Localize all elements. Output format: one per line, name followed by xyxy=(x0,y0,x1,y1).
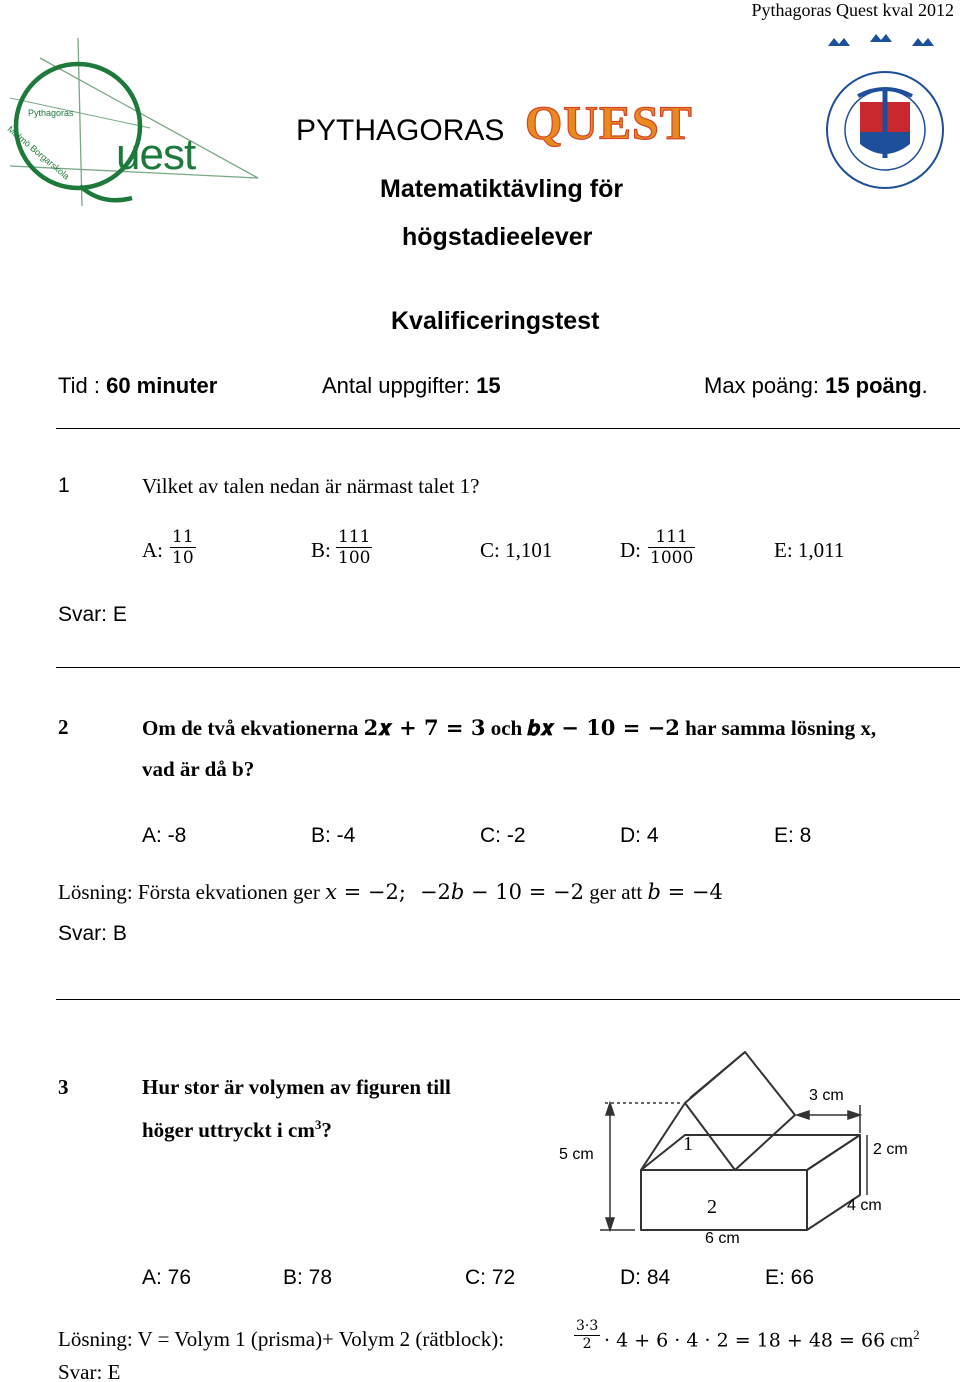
test-title: Kvalificeringstest xyxy=(391,307,600,335)
q2-text-part2: och xyxy=(485,716,528,740)
q3-option-e: E: 66 xyxy=(765,1266,815,1289)
pythagoras-quest-logo xyxy=(5,38,260,210)
q2-text-part3: har samma lösning x, xyxy=(679,716,877,740)
q1-option-d-label: D: xyxy=(620,538,641,562)
figure-label-part-1: 1 xyxy=(683,1133,693,1155)
q2-solution-label: Lösning: Första ekvationen ger xyxy=(58,880,326,904)
figure-label-6cm: 6 cm xyxy=(705,1230,740,1247)
q2-answer: Svar: B xyxy=(58,922,127,945)
q3-solution-fraction xyxy=(574,1318,600,1353)
q3-question-text: höger uttryckt i cm xyxy=(142,1118,315,1142)
q2-option-c: C: -2 xyxy=(480,824,526,847)
q3-solution-unit: cm xyxy=(885,1330,914,1352)
task-count-value: 15 xyxy=(476,373,501,398)
q2-option-d: D: 4 xyxy=(620,824,659,847)
task-count-label: Antal uppgifter: xyxy=(322,373,477,398)
q3-solution-expression xyxy=(604,1327,920,1352)
title-line1: Matematiktävling för xyxy=(380,175,624,203)
q2-equation-1: 2𝒙 + 𝟕 = 𝟑 xyxy=(363,715,486,740)
q3-volume-figure xyxy=(555,1045,930,1253)
q1-answer: Svar: E xyxy=(58,603,127,626)
time-label: Tid : xyxy=(58,373,107,398)
q2-question-line1 xyxy=(142,715,876,741)
q3-solution-superscript: 2 xyxy=(913,1327,920,1342)
q2-number: 2 xyxy=(58,715,69,739)
figure-label-5cm: 5 cm xyxy=(559,1146,594,1163)
q3-solution-numerator: 3·3 xyxy=(576,1318,599,1334)
task-count-info xyxy=(322,373,501,399)
q3-option-d: D: 84 xyxy=(620,1266,671,1289)
q1-b-denominator: 100 xyxy=(338,548,371,568)
divider-2 xyxy=(56,667,960,668)
q3-solution-denominator: 2 xyxy=(574,1335,600,1353)
q2-option-e: E: 8 xyxy=(774,824,812,847)
q2-solution-eq1: 𝑥 = −2; xyxy=(325,880,406,904)
q1-d-denominator: 1000 xyxy=(650,548,694,568)
max-points-suffix: . xyxy=(921,373,928,398)
logo-pythagoras-text: Pythagoras xyxy=(28,108,74,118)
q3-solution-expr: · 4 + 6 · 4 · 2 = 18 + 48 = 66 xyxy=(604,1329,886,1352)
q1-option-e: E: 1,011 xyxy=(774,538,845,562)
q2-equation-2: 𝒃𝒙 − 𝟏𝟎 = −𝟐 xyxy=(527,715,680,740)
max-points-value: 15 poäng xyxy=(825,373,922,398)
divider-1 xyxy=(56,428,960,429)
q3-question-line1: Hur stor är volymen av figuren till xyxy=(142,1075,451,1099)
q3-question-line2 xyxy=(142,1117,332,1143)
q1-d-numerator: 111 xyxy=(655,527,688,547)
q1-option-b-fraction xyxy=(336,527,372,568)
q1-b-numerator: 111 xyxy=(338,527,371,547)
q2-question-line2: vad är då b? xyxy=(142,757,255,781)
chamber-of-commerce-crest xyxy=(818,32,953,192)
q1-option-c: C: 1,101 xyxy=(480,538,553,562)
figure-label-4cm: 4 cm xyxy=(847,1197,882,1214)
q2-option-b: B: -4 xyxy=(311,824,356,847)
title-quest: QUEST xyxy=(525,97,693,150)
logo-uest-text: uest xyxy=(116,130,196,179)
q1-option-a-fraction xyxy=(170,527,196,568)
q1-number: 1 xyxy=(58,474,70,497)
q3-solution-label: Lösning: V = Volym 1 (prisma)+ Volym 2 (rätblock): xyxy=(58,1327,505,1351)
q3-question-end: ? xyxy=(321,1118,332,1142)
q1-option-a-label: A: xyxy=(142,538,163,562)
divider-3 xyxy=(56,999,960,1000)
q1-option-b-label: B: xyxy=(311,538,331,562)
q2-text-part1: Om de två ekvationerna xyxy=(142,716,364,740)
q3-option-a: A: 76 xyxy=(142,1266,192,1289)
q2-solution-eq3: 𝑏 = −4 xyxy=(647,880,723,904)
figure-label-3cm: 3 cm xyxy=(809,1087,844,1104)
time-value: 60 minuter xyxy=(106,373,218,398)
q1-a-denominator: 10 xyxy=(172,548,194,568)
title-line2: högstadieelever xyxy=(402,223,593,251)
q3-option-c: C: 72 xyxy=(465,1266,516,1289)
title-pythagoras: PYTHAGORAS xyxy=(296,114,505,147)
max-points-label: Max poäng: xyxy=(704,373,826,398)
q1-question: Vilket av talen nedan är närmast talet 1? xyxy=(142,474,480,498)
max-points-info xyxy=(704,373,928,399)
running-header: Pythagoras Quest kval 2012 xyxy=(751,0,954,20)
q2-option-a: A: -8 xyxy=(142,824,187,847)
q1-a-numerator: 11 xyxy=(172,527,194,547)
q3-question-superscript: 3 xyxy=(314,1117,322,1132)
logo-school-text: Malmö Borgarskola xyxy=(5,124,72,182)
q2-solution-mid: ger att xyxy=(583,880,648,904)
time-info xyxy=(58,373,217,399)
q2-solution-eq2: −2𝑏 − 10 = −2 xyxy=(419,880,584,904)
figure-label-part-2: 2 xyxy=(707,1196,717,1218)
figure-label-2cm: 2 cm xyxy=(873,1141,908,1158)
q1-option-d-fraction xyxy=(648,527,695,568)
q2-solution xyxy=(58,880,723,905)
q3-answer: Svar: E xyxy=(58,1360,121,1382)
q3-number: 3 xyxy=(58,1075,69,1099)
q3-option-b: B: 78 xyxy=(283,1266,333,1289)
